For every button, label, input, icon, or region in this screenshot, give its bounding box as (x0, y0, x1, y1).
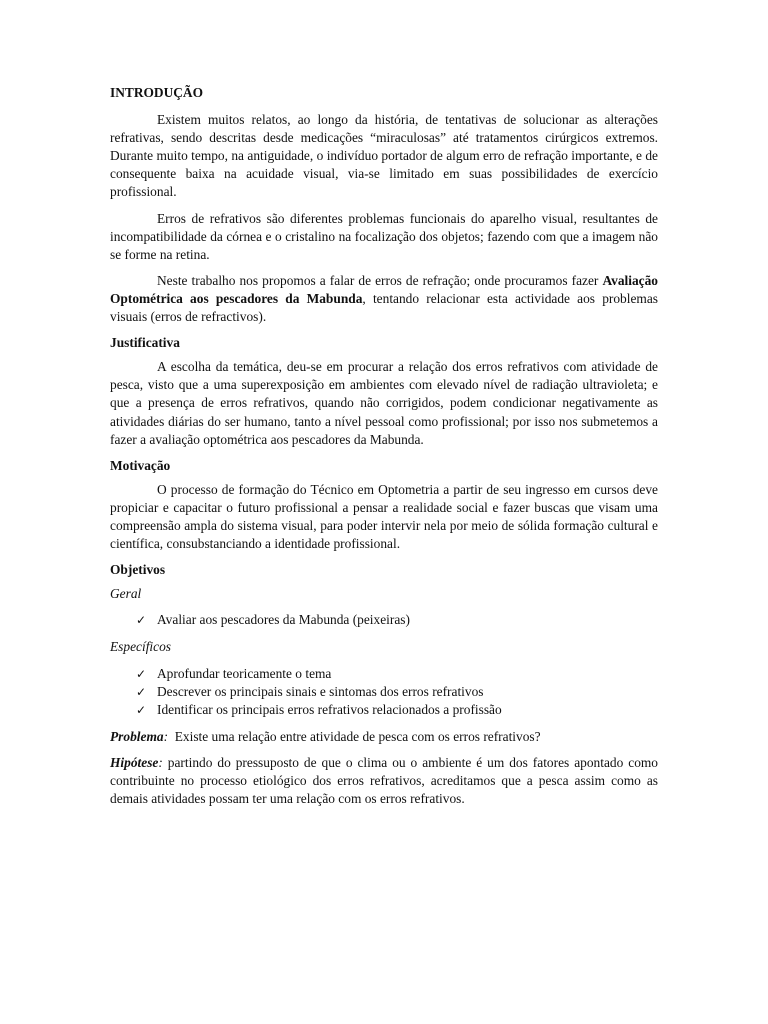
intro-paragraph-2: Erros de refrativos são diferentes problemas funcionais do aparelho visual, resultantes de incompatibilidade da córnea e o cristalino na focalização dos objetos; fazendo com que a imagem não se forme na retina. (110, 210, 658, 262)
checkmark-icon: ✓ (136, 613, 147, 628)
especificos-subheading: Específicos (110, 639, 171, 655)
intro-p3-bold: Avaliação Optométrica aos pescadores da Mabunda (110, 272, 658, 306)
list-item (136, 665, 658, 683)
page-title: INTRODUÇÃO (110, 85, 203, 100)
hipotese-colon: : (158, 754, 163, 770)
objetivos-heading: Objetivos (110, 562, 166, 578)
list-item (136, 611, 658, 629)
checkmark-icon: ✓ (136, 684, 147, 699)
list-item-text: Identificar os principais erros refrativos relacionados a profissão (157, 701, 502, 717)
document-page (110, 84, 658, 816)
checkmark-icon: ✓ (136, 666, 147, 681)
intro-p3-after: , tentando relacionar esta actividade aos problemas visuais (erros de refractivos). (110, 290, 658, 325)
intro-paragraph-1: Existem muitos relatos, ao longo da história, de tentativas de solucionar as alterações refrativas, sendo descritas desde medicações “miraculosas” até tratamentos cirúrgicos extremos. Durante muito tempo, na antiguidade, o indivíduo portador de algum erro de refração importante, e de consequente baixa na acuidade visual, via-se limitado em suas possibilidades de exercício profissional. (110, 112, 658, 200)
geral-subheading: Geral (110, 586, 142, 602)
list-item-text: Descrever os principais sinais e sintomas dos erros refrativos (157, 683, 484, 699)
list-item (136, 683, 658, 701)
problema-paragraph (110, 728, 658, 746)
list-item (136, 701, 658, 719)
problema-label: Problema (110, 728, 164, 744)
justificativa-paragraph: A escolha da temática, deu-se em procurar a relação dos erros refrativos com atividade de pesca, visto que a uma superexposição em ambientes com elevado nível de radiação ultravioleta; e que a presença de erros refrativos, quando não corrigidos, podem condicionar negativamente as atividades diárias do ser humano, tanto a nível pessoal como profissional; por isso nos submetemos a fazer a avaliação optométrica aos pescadores da Mabunda. (110, 359, 658, 447)
motivacao-paragraph: O processo de formação do Técnico em Optometria a partir de seu ingresso em cursos deve propiciar e capacitar o futuro profissional a pensar a realidade social e fazer buscas que visam uma compreensão ampla do sistema visual, para poder intervir nela por meio de sólida formação cultural e científica, consubstanciando a identidade profissional. (110, 481, 658, 552)
geral-list (110, 611, 658, 629)
checkmark-icon: ✓ (136, 702, 147, 717)
problema-colon: : (163, 728, 169, 744)
hipotese-label: Hipótese (110, 754, 159, 770)
especificos-list (110, 665, 658, 719)
intro-paragraph-3 (110, 272, 658, 326)
hipotese-text: partindo do pressuposto de que o clima ou o ambiente é um dos fatores apontado como contribuinte no processo etiológico dos erros refrativos, acreditamos que a pesca assim como as demais atividades possam ter uma relação com os erros refrativos. (110, 754, 658, 807)
intro-p3-before: Neste trabalho nos propomos a falar de erros de refração; onde procuramos fazer (157, 272, 603, 288)
list-item-text: Aprofundar teoricamente o tema (157, 665, 332, 681)
hipotese-paragraph (110, 754, 658, 808)
problema-text: Existe uma relação entre atividade de pesca com os erros refrativos? (168, 728, 541, 744)
justificativa-heading: Justificativa (110, 335, 180, 351)
list-item-text: Avaliar aos pescadores da Mabunda (peixeiras) (157, 612, 410, 628)
motivacao-heading: Motivação (110, 457, 171, 473)
